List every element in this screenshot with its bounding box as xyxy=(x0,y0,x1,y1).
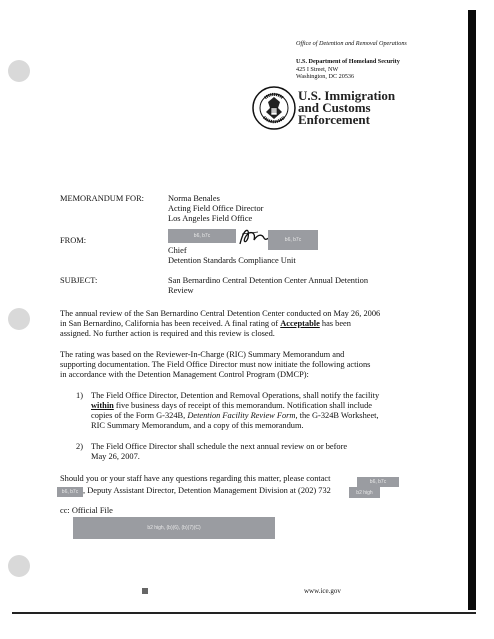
page-edge-bottom xyxy=(12,612,476,614)
contact-redaction-2: b6, b7c xyxy=(57,487,83,497)
contact-line-1: Should you or your staff have any questions regarding this matter, please contact xyxy=(60,474,331,483)
paragraph-1-line-2 xyxy=(60,319,351,329)
memo-from-unit: Detention Standards Compliance Unit xyxy=(168,256,296,265)
department-name: U.S. Department of Homeland Security xyxy=(296,58,400,65)
item-1-line-4: RIC Summary Memorandum, and a copy of this memorandum. xyxy=(91,421,304,430)
paragraph-1-text-tail: has been xyxy=(321,319,351,328)
hole-punch-middle xyxy=(8,308,30,330)
street-address: 425 I Street, NW xyxy=(296,66,339,73)
footer-website: www.ice.gov xyxy=(304,587,341,595)
within-emphasis: within xyxy=(91,401,114,410)
from-redaction-name: b6, b7c xyxy=(168,229,236,243)
memo-for-label: MEMORANDUM FOR: xyxy=(60,194,144,203)
memo-subject-line-1: San Bernardino Central Detention Center Annual Detention xyxy=(168,276,369,285)
memo-subject-label: SUBJECT: xyxy=(60,276,98,285)
memo-from-label: FROM: xyxy=(60,236,87,245)
item-2-number: 2) xyxy=(76,442,83,451)
from-redaction-signature: b6, b7c xyxy=(268,230,318,250)
paragraph-1-text: in San Bernardino, California has been received. A final rating of xyxy=(60,319,279,328)
contact-redaction-1: b6, b7c xyxy=(357,477,399,487)
city-address: Washington, DC 20536 xyxy=(296,73,355,80)
contact-line-2: , Deputy Assistant Director, Detention Management Division at (202) 732 xyxy=(83,486,331,495)
paragraph-2-line-1: The rating was based on the Reviewer-In-Charge (RIC) Summary Memorandum and xyxy=(60,350,345,359)
item-1-line-3-tail: , the G-324B Worksheet, xyxy=(295,411,379,420)
paragraph-2-line-2: supporting documentation. The Field Office Director must now initiate the following actions xyxy=(60,360,371,369)
item-1-line-3-text: copies of the Form G-324B, xyxy=(91,411,186,420)
memo-for-office: Los Angeles Field Office xyxy=(168,214,253,223)
item-2-line-2: May 26, 2007. xyxy=(91,452,140,461)
paragraph-1-line-3: assigned. No further action is required and this review is closed. xyxy=(60,329,275,338)
form-title: Detention Facility Review Form xyxy=(187,411,296,420)
agency-name-line-3: Enforcement xyxy=(298,112,370,127)
agency-name-line-1: U.S. Immigration xyxy=(298,88,396,103)
item-1-line-2 xyxy=(91,401,372,411)
item-2-line-1: The Field Office Director shall schedule the next annual review on or before xyxy=(91,442,348,451)
memo-from-title: Chief xyxy=(168,246,187,255)
cc-line: cc: Official File xyxy=(60,506,113,515)
memo-for-title: Acting Field Office Director xyxy=(168,204,264,213)
memo-for-name: Norma Benales xyxy=(168,194,220,203)
dhs-seal xyxy=(252,86,296,130)
item-1-line-2-text: five business days of receipt of this memorandum. Notification shall include xyxy=(115,401,372,410)
item-1-line-1: The Field Office Director, Detention and Removal Operations, shall notify the facility xyxy=(91,391,380,400)
footer-mark xyxy=(142,588,148,594)
paragraph-2-line-3: in accordance with the Detention Management Control Program (DMCP): xyxy=(60,370,309,379)
item-1-number: 1) xyxy=(76,391,83,400)
memo-subject-line-2: Review xyxy=(168,286,194,295)
hole-punch-bottom xyxy=(8,555,30,577)
item-1-line-3 xyxy=(91,411,379,421)
agency-name-line-2: and Customs xyxy=(298,100,371,115)
hole-punch-top xyxy=(8,60,30,82)
office-name: Office of Detention and Removal Operations xyxy=(296,40,407,47)
paragraph-1-line-1: The annual review of the San Bernardino Central Detention Center conducted on May 26, 2006 xyxy=(60,309,381,318)
final-rating: Acceptable xyxy=(280,319,320,328)
cc-redaction: b2 high, (b)(6), (b)(7)(C) xyxy=(73,517,275,539)
contact-redaction-3: b2 high xyxy=(349,487,380,498)
page-edge-right xyxy=(468,10,476,610)
